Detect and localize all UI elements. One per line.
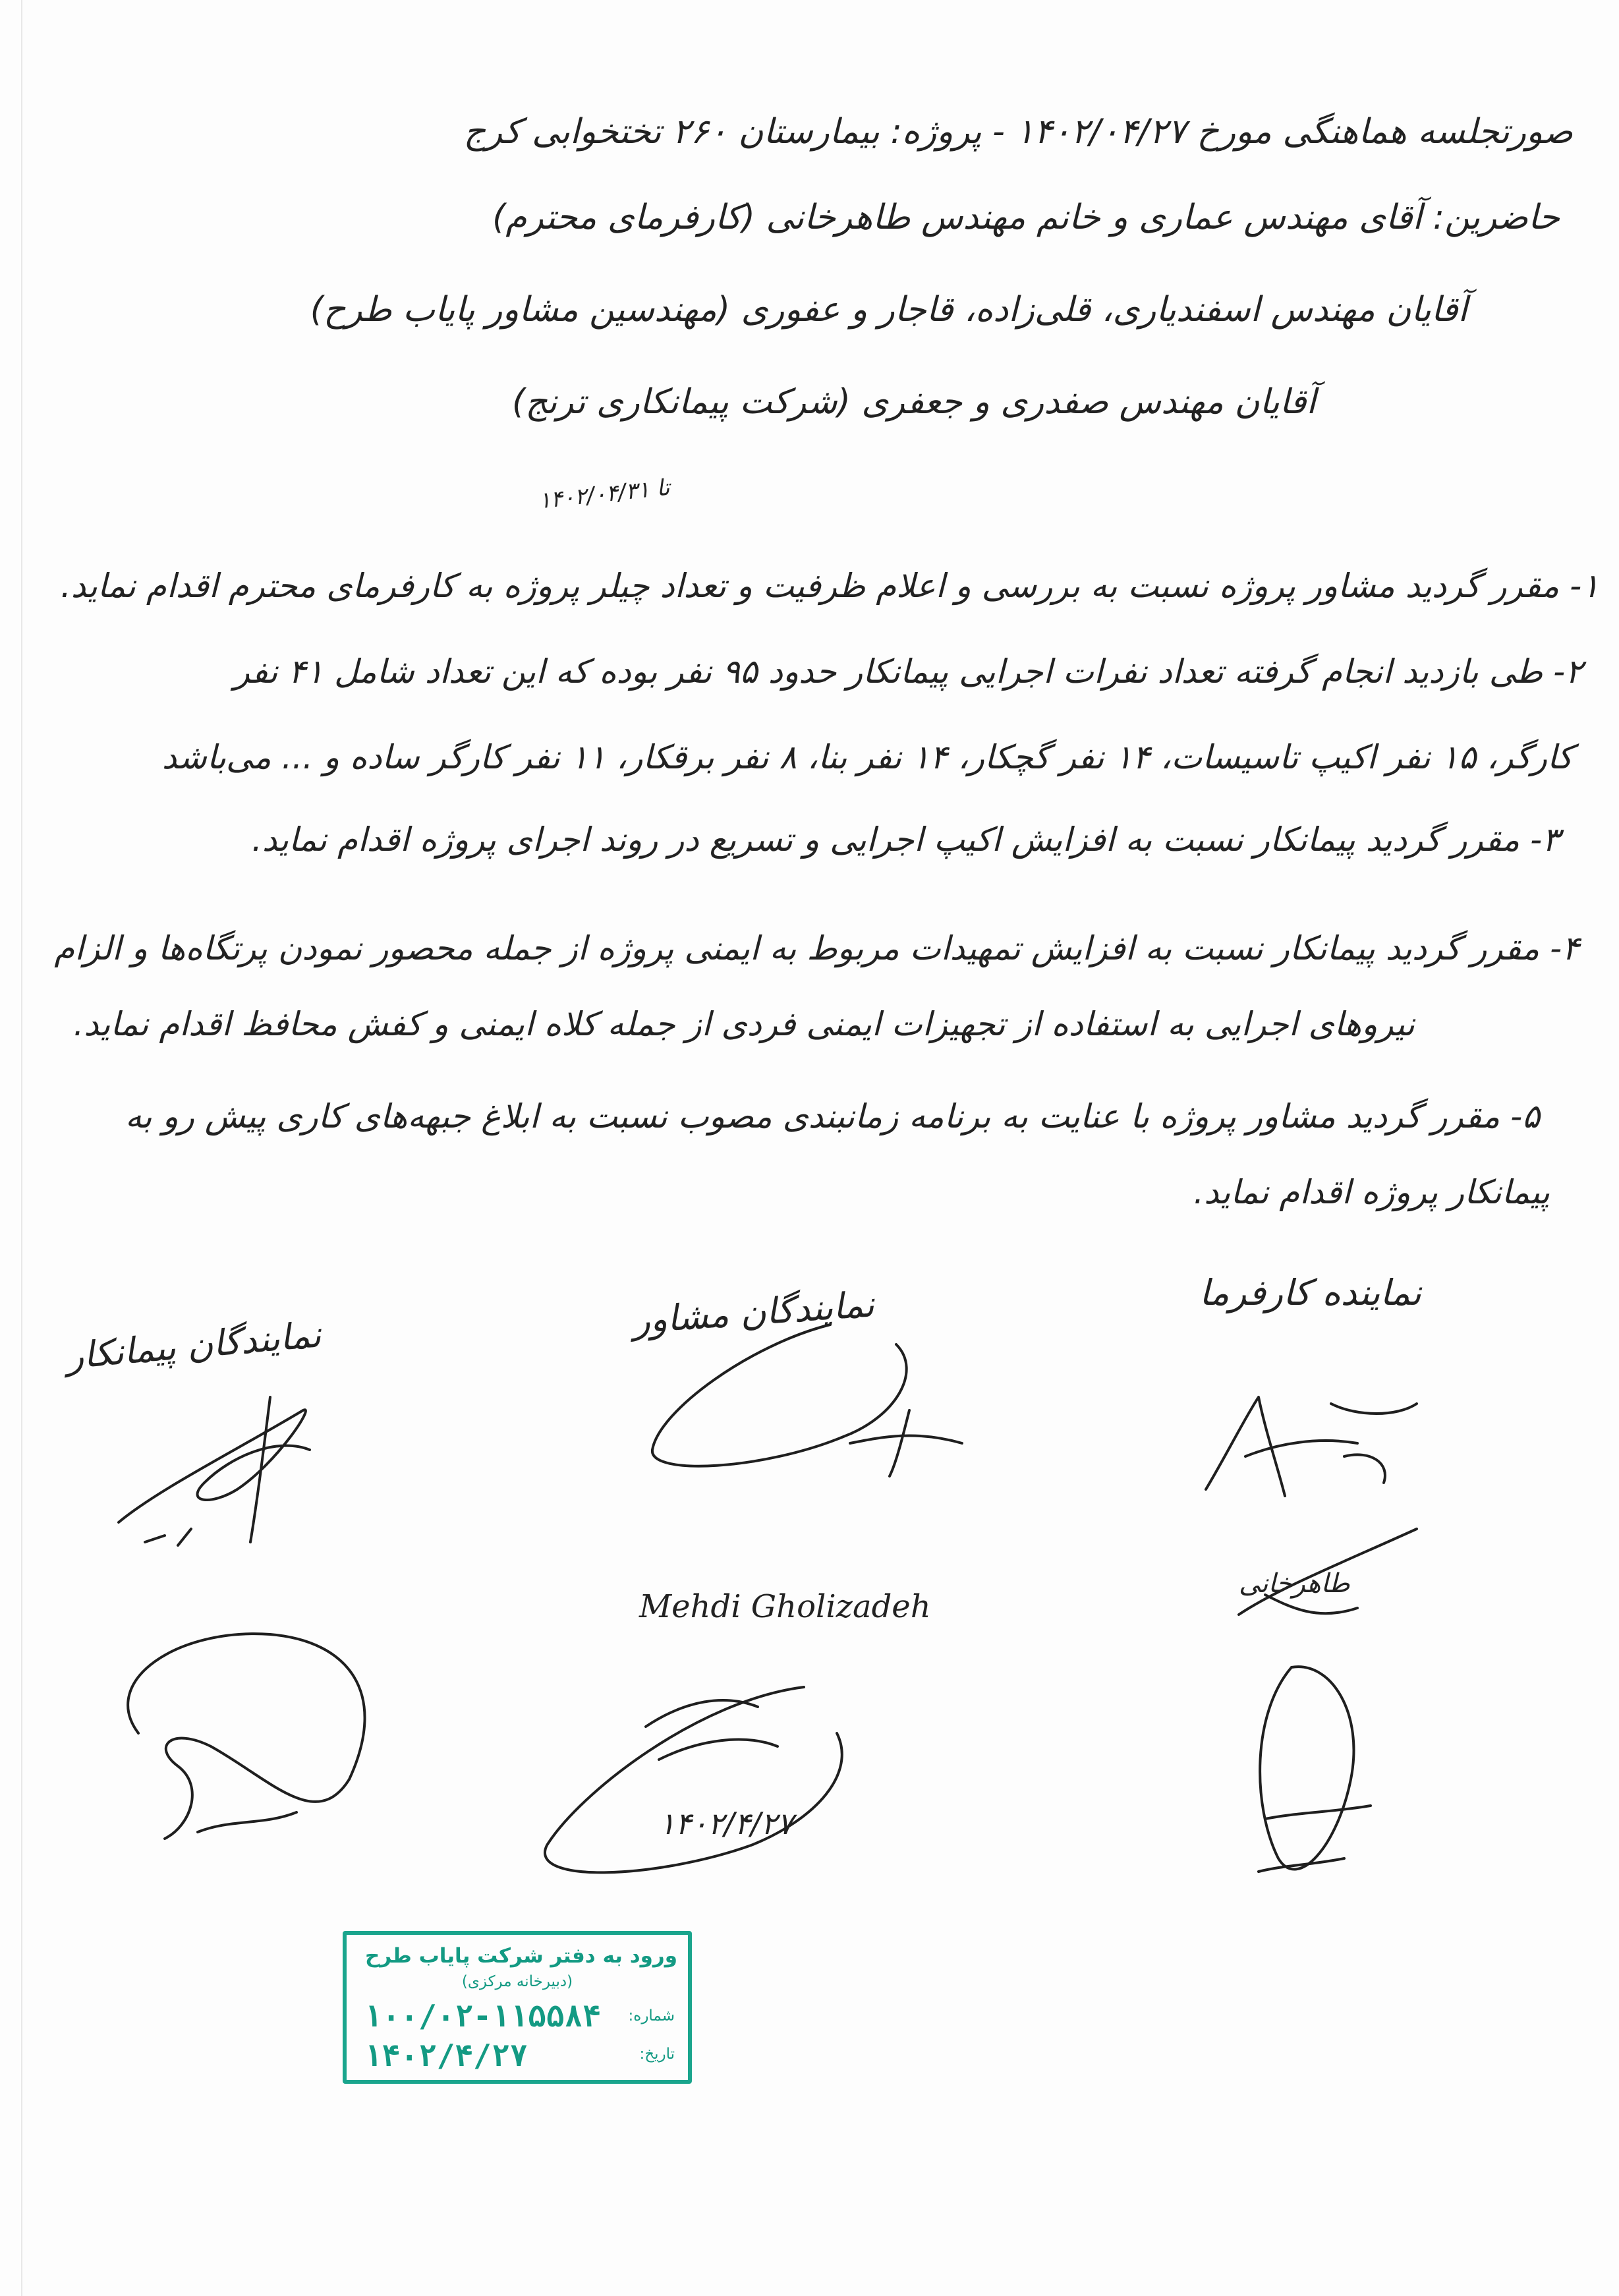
attendees-consultant: آقایان مهندس اسفندیاری، قلی‌زاده، قاجار و عفوری (مهندسین مشاور پایاب طرح) [310,290,1467,330]
contractor-signature-1 [105,1371,343,1555]
employer-signature-3 [1239,1648,1410,1911]
stamp-date-label: تاریخ: [639,2046,675,2063]
item-5-cont: پیمانکار پروژه اقدام نماید. [1193,1173,1550,1211]
office-entry-stamp [343,1931,692,2084]
deadline-annotation: تا ۱۴۰۲/۰۴/۳۱ [537,474,671,515]
item-4-cont: نیروهای اجرایی به استفاده از تجهیزات ایمنی فردی از جمله کلاه ایمنی و کفش محافظ اقدام نماید. [73,1005,1415,1043]
stamp-title: ورود به دفتر شرکت پایاب طرح [365,1944,677,1968]
employer-name: طاهرخانی [1239,1568,1350,1599]
attendees-contractor: آقایان مهندس صفدری و جعفری (شرکت پیمانکاری ترنج) [511,382,1316,422]
stamp-subtitle: (دبیرخانه مرکزی) [461,1973,573,1990]
item-1: ۱- مقرر گردید مشاور پروژه نسبت به بررسی و اعلام ظرفیت و تعداد چیلر پروژه به کارفرمای محترم اقدام نماید. [60,567,1599,605]
scan-edge [21,0,22,2296]
item-5: ۵- مقرر گردید مشاور پروژه با عنایت به برنامه زمانبندی مصوب نسبت به ابلاغ جبهه‌های کاری پیش رو به [125,1097,1540,1135]
consultant-name-latin: Mehdi Gholizadeh [639,1588,931,1625]
item-2: ۲- طی بازدید انجام گرفته تعداد نفرات اجرایی پیمانکار حدود ۹۵ نفر بوده که این تعداد شامل ۴۱ نفر [233,652,1583,691]
contractor-signature-2 [99,1615,415,1865]
meeting-title: صورتجلسه هماهنگی مورخ ۱۴۰۲/۰۴/۲۷ - پروژه: بیمارستان ۲۶۰ تختخوابی کرج [463,112,1573,152]
stamp-number-label: شماره: [628,2007,675,2024]
consultant-reps-label: نمایندگان مشاور [631,1283,876,1342]
item-3: ۳- مقرر گردید پیمانکار نسبت به افزایش اکیپ اجرایی و تسریع در روند اجرای پروژه اقدام نماید. [251,820,1560,859]
stamp-number-value: ۱۰۰/۰۲-۱۱۵۵۸۴ [364,1998,602,2034]
consultant-signature-date: ۱۴۰۲/۴/۲۷ [659,1806,793,1841]
consultant-signature-1 [633,1305,1002,1489]
stamp-date-value: ۱۴۰۲/۴/۲۷ [364,2038,528,2073]
employer-signature-1 [1186,1377,1436,1509]
attendees-employer: حاضرین: آقای مهندس عماری و خانم مهندس طاهرخانی (کارفرمای محترم) [492,198,1560,237]
item-4: ۴- مقرر گردید پیمانکار نسبت به افزایش تمهیدات مربوط به ایمنی پروژه از جمله محصور نمودن پرتگاه‌ها و الزام [54,929,1579,967]
employer-rep-label: نماینده کارفرما [1199,1272,1422,1313]
contractor-reps-label: نمایندگان پیمانکار [64,1313,323,1377]
consultant-signature-2 [527,1661,896,1898]
item-2-cont: کارگر، ۱۵ نفر اکیپ تاسیسات، ۱۴ نفر گچکار، ۱۴ نفر بنا، ۸ نفر برقکار، ۱۱ نفر کارگر ساده و ... می‌باشد [161,738,1573,776]
